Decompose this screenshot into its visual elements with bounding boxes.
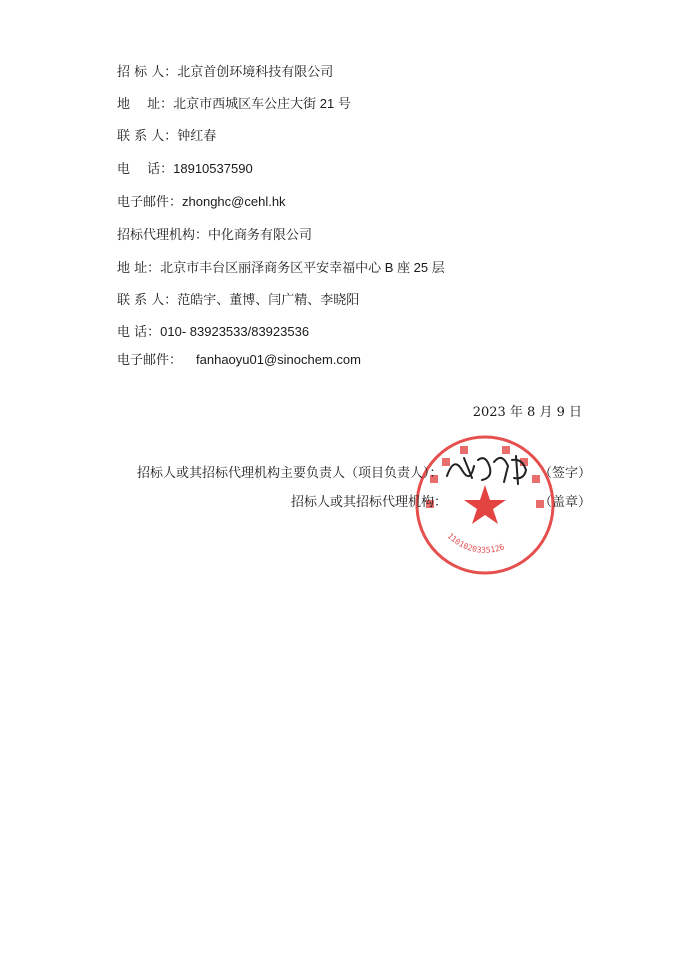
seal-row [291, 495, 447, 511]
agency-phone-value: 010- 83923533/83923536 [160, 324, 310, 339]
signature-suffix: （签字） [539, 466, 592, 481]
agency-phone-label: 电 话： [117, 325, 161, 340]
tenderer-email-value: zhonghc@cehl.hk [182, 194, 286, 209]
tenderer-value: 北京首创环境科技有限公司 [177, 64, 334, 79]
agency-phone-line [117, 324, 309, 341]
tenderer-contact-label: 联 系 人： [117, 129, 178, 144]
agency-address-value: 北京市丰台区丽泽商务区平安幸福中心 B 座 25 层 [160, 260, 445, 275]
tenderer-label: 招 标 人： [117, 65, 178, 80]
agency-label: 招标代理机构： [117, 228, 209, 243]
handwritten-signature [442, 448, 532, 488]
tenderer-phone-label: 电 话： [117, 162, 174, 177]
agency-contact-line [117, 292, 359, 309]
seal-number: 1101020335126 [445, 531, 506, 555]
agency-contact-label: 联 系 人： [117, 293, 178, 308]
signature-row [137, 466, 443, 482]
seal-row-label: 招标人或其招标代理机构： [291, 495, 448, 510]
agency-value: 中化商务有限公司 [208, 227, 313, 242]
tenderer-address-line [117, 96, 351, 113]
agency-email-value: fanhaoyu01@sinochem.com [196, 352, 361, 367]
tenderer-email-label: 电子邮件： [117, 195, 183, 210]
tenderer-email-line [117, 194, 286, 211]
tenderer-contact-line [117, 128, 216, 145]
tenderer-phone-line [117, 161, 253, 178]
agency-email-line [117, 352, 361, 369]
agency-line [117, 227, 312, 244]
tenderer-phone-value: 18910537590 [173, 161, 253, 176]
agency-contact-value: 范皓宇、董博、闫广精、李晓阳 [177, 292, 360, 307]
svg-text:1101020335126 [446, 531, 506, 554]
document-date: 2023 年 8 月 9 日 [472, 405, 582, 420]
tenderer-address-value: 北京市西城区车公庄大街 21 号 [173, 96, 351, 111]
tenderer-line [117, 64, 333, 81]
tenderer-address-label: 地 址： [117, 97, 174, 112]
seal-suffix: （盖章） [539, 495, 592, 510]
agency-email-label: 电子邮件： [117, 353, 183, 368]
agency-address-label: 地 址： [117, 261, 161, 276]
signature-row-label: 招标人或其招标代理机构主要负责人（项目负责人）： [137, 466, 443, 481]
tenderer-contact-value: 钟红春 [177, 128, 217, 143]
agency-address-line [117, 260, 445, 277]
